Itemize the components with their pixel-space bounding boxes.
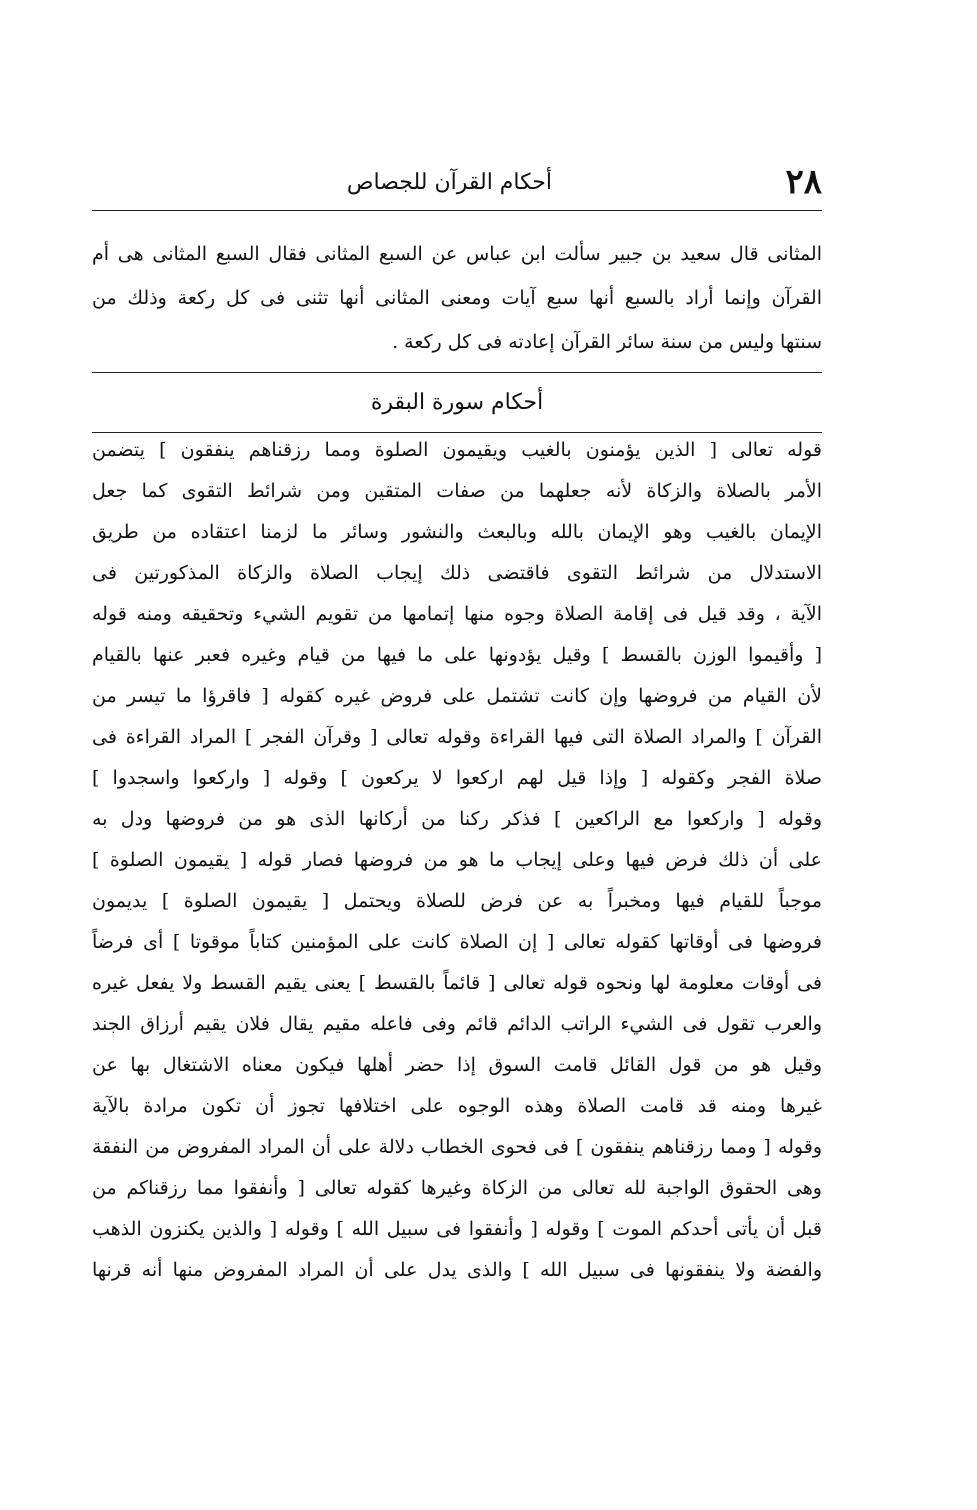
text-line: سنتها وليس من سنة سائر القرآن إعادته فى كل ركعة .	[392, 331, 822, 353]
text-line: موجباً للقيام فيها ومخبراً به عن فرض للصلاة ويحتمل [ يقيمون الصلوة ] يديمون	[92, 890, 822, 912]
text-line: وقوله [ واركعوا مع الراكعين ] فذكر ركنا من أركانها الذى هو من فروضها ودل به	[92, 808, 822, 830]
text-line: الآية ، وقد قيل فى إقامة الصلاة وجوه منها إتمامها من تقويم الشيء وتحقيقه ومنه قوله	[92, 603, 822, 625]
text-line: وقيل هو من قول القائل قامت السوق إذا حضر أهلها فيكون معناه الاشتغال بها عن	[92, 1054, 822, 1076]
text-line: لأن القيام من فروضها وإن كانت تشتمل على فروض غيره كقوله [ فاقرؤا ما تيسر من	[92, 685, 822, 707]
text-line: القرآن ] والمراد الصلاة التى فيها القراءة وقوله تعالى [ وقرآن الفجر ] المراد القراءة فى	[92, 726, 822, 748]
text-line: قوله تعالى [ الذين يؤمنون بالغيب ويقيمون الصلوة ومما رزقناهم ينفقون ] يتضمن	[92, 439, 822, 461]
body-text	[92, 430, 822, 1291]
text-line: [ وأقيموا الوزن بالقسط ] وقيل يؤدونها على ما فيها من قيام وغيره فعبر عنها بالقيام	[92, 644, 822, 666]
text-line: القرآن وإنما أراد بالسبع أنها سبع آيات ومعنى المثانى أنها تثنى فى كل ركعة وذلك من	[92, 287, 822, 309]
text-line: فروضها فى أوقاتها كقوله تعالى [ إن الصلاة كانت على المؤمنين كتاباً موقوتا ] أى فرضاً	[92, 931, 822, 953]
text-line: صلاة الفجر وكقوله [ وإذا قيل لهم اركعوا لا يركعون ] وقوله [ واركعوا واسجدوا ]	[92, 767, 822, 789]
text-line: غيرها ومنه قد قامت الصلاة وهذه الوجوه على اختلافها تجوز أن تكون مرادة بالآية	[92, 1095, 822, 1117]
text-line: وهى الحقوق الواجبة لله تعالى من الزكاة وغيرها كقوله تعالى [ وأنفقوا مما رزقناكم من	[92, 1177, 822, 1199]
text-line: الاستدلال من شرائط التقوى فاقتضى ذلك إيجاب الصلاة والزكاة المذكورتين فى	[92, 562, 822, 584]
text-line: على أن ذلك فرض فيها وعلى إيجاب ما هو من فروضها فصار قوله [ يقيمون الصلوة ]	[92, 849, 822, 871]
intro-paragraph	[92, 232, 822, 364]
text-line: قبل أن يأتى أحدكم الموت ] وقوله [ وأنفقوا فى سبيل الله ] وقوله [ والذين يكنزون الذهب	[92, 1218, 822, 1240]
text-line: وقوله [ ومما رزقناهم ينفقون ] فى فحوى الخطاب دلالة على أن المراد المفروض من النفقة	[92, 1136, 822, 1158]
header-rule	[92, 210, 822, 211]
text-line: الأمر بالصلاة والزكاة لأنه جعلهما من صفات المتقين ومن شرائط التقوى كما جعل	[92, 480, 822, 502]
text-line: المثانى قال سعيد بن جبير سألت ابن عباس عن السبع المثانى فقال السبع المثانى هى أم	[92, 243, 822, 265]
text-line: والعرب تقول فى الشيء الراتب الدائم قائم وفى فاعله مقيم يقال فلان يقيم أرزاق الجند	[92, 1013, 822, 1035]
running-title: أحكام القرآن للجصاص	[346, 170, 552, 195]
text-line: والفضة ولا ينفقونها فى سبيل الله ] والذى يدل على أن المراد المفروض منها أنه قرنها	[92, 1259, 822, 1281]
page-header	[92, 162, 822, 202]
text-line: فى أوقات معلومة لها ونحوه قوله تعالى [ قائماً بالقسط ] يعنى يقيم القسط ولا يفعل غيره	[92, 972, 822, 994]
section-rule-top	[92, 372, 822, 373]
section-title: أحكام سورة البقرة	[370, 390, 544, 415]
text-line: الإيمان بالغيب وهو الإيمان بالله وبالبعث والنشور وسائر ما لزمنا اعتقاده من طريق	[92, 521, 822, 543]
page-number: ٢٨	[785, 162, 822, 202]
